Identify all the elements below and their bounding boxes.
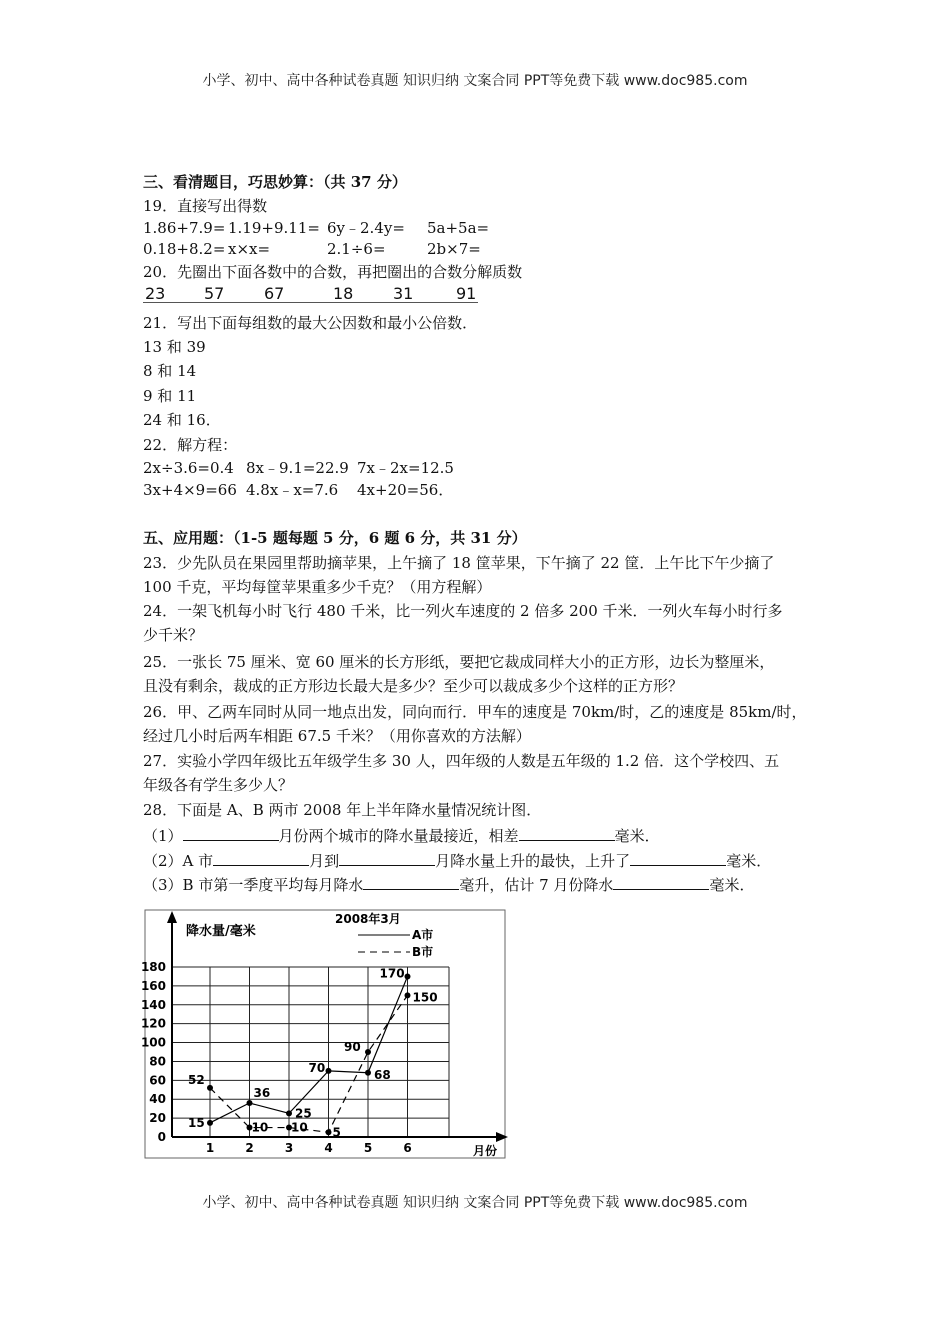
data-label: 150: [412, 990, 438, 1005]
data-point: [405, 973, 411, 979]
rainfall-line-chart: [140, 905, 510, 1160]
answer-blank[interactable]: [213, 850, 309, 866]
q22-row1: [143, 458, 454, 478]
y-tick-label: 20: [149, 1111, 166, 1126]
q20-title: 20．先圈出下面各数中的合数，再把圈出的合数分解质数: [143, 263, 523, 281]
q19-title: 19．直接写出得数: [143, 197, 268, 215]
data-label: 52: [188, 1072, 205, 1087]
x-axis-arrow: [496, 1132, 508, 1142]
data-point: [207, 1120, 213, 1126]
answer-blank[interactable]: [183, 825, 279, 841]
number-item: 57: [204, 284, 225, 303]
sub-text: 月降水量上升的最快，上升了: [435, 852, 631, 870]
chart-title: 2008年3月: [335, 912, 401, 926]
sub-text: 毫米．: [726, 852, 772, 870]
sub-label: （3）B 市第一季度平均每月降水: [143, 876, 364, 894]
sub-label: （2）A 市: [143, 852, 214, 870]
data-point: [365, 1070, 371, 1076]
y-tick-label: 140: [140, 997, 166, 1012]
number-item: 18: [333, 284, 354, 303]
sub-text: 月份两个城市的降水量最接近，相差: [278, 827, 519, 845]
expr: 2.1÷6=: [327, 240, 386, 258]
x-tick-label: 4: [324, 1141, 333, 1155]
expr: 6y﹣2.4y=: [327, 219, 405, 237]
legend-label-a: A市: [412, 928, 434, 942]
q21-pair: 24 和 16．: [143, 411, 221, 429]
expr: 5a+5a=: [427, 219, 490, 237]
series-line-a: [210, 976, 408, 1122]
expr: 1.19+9.11=: [228, 219, 320, 237]
q21-pair: 8 和 14: [143, 362, 197, 380]
expr: 1.86+7.9=: [143, 219, 226, 237]
data-label: 5: [332, 1125, 341, 1140]
q22-row2: [143, 480, 453, 500]
y-tick-label: 180: [140, 960, 166, 974]
sub-text: 月到: [309, 852, 340, 870]
y-tick-label: 60: [149, 1073, 166, 1088]
q28-title: 28．下面是 A、B 两市 2008 年上半年降水量情况统计图．: [143, 801, 542, 819]
sub-text: 毫米．: [709, 876, 755, 894]
y-tick-label: 40: [149, 1092, 166, 1107]
x-tick-label: 6: [403, 1141, 412, 1155]
answer-blank[interactable]: [630, 850, 726, 866]
answer-blank[interactable]: [519, 825, 615, 841]
data-label: 170: [379, 966, 405, 981]
q21-title: 21．写出下面每组数的最大公因数和最小公倍数．: [143, 314, 478, 332]
number-baseline: [143, 302, 478, 303]
q23-line2: 100 千克，平均每筐苹果重多少千克？（用方程解）: [143, 578, 492, 596]
data-label: 90: [344, 1040, 361, 1054]
answer-blank[interactable]: [363, 874, 459, 890]
y-tick-label: 0: [157, 1130, 166, 1144]
section3-title: 三、看清题目，巧思妙算：（共 37 分）: [143, 173, 407, 191]
equation: 3x+4×9=66: [143, 481, 237, 499]
equation: 4x+20=56．: [357, 481, 454, 499]
sub-text: 毫米．: [614, 827, 660, 845]
q27-line2: 年级各有学生多少人？: [143, 776, 294, 794]
q28-sub3: [143, 874, 754, 895]
expr: 2b×7=: [427, 240, 481, 258]
number-item: 23: [145, 284, 166, 303]
data-label: 68: [374, 1067, 391, 1082]
q28-sub2: [143, 850, 771, 871]
section5-title: 五、应用题：（1-5 题每题 5 分，6 题 6 分，共 31 分）: [143, 529, 527, 547]
q28-sub1: [143, 825, 660, 846]
q26-line1: 26．甲、乙两车同时从同一地点出发，同向而行．甲车的速度是 70km/时，乙的速度是 85km/时，: [143, 703, 807, 721]
sub-label: （1）: [143, 827, 183, 845]
q27-line1: 27．实验小学四年级比五年级学生多 30 人，四年级的人数是五年级的 1.2 倍．这个学校四、五: [143, 752, 780, 770]
q20-numbers: [143, 284, 478, 304]
x-tick-label: 5: [363, 1141, 373, 1155]
q19-row1: [143, 218, 489, 238]
answer-blank[interactable]: [613, 874, 709, 890]
y-tick-label: 80: [149, 1054, 166, 1069]
y-tick-label: 100: [140, 1035, 166, 1050]
data-label: 15: [188, 1115, 205, 1130]
y-axis-label: 降水量/毫米: [186, 924, 256, 939]
legend-label-b: B市: [412, 945, 434, 959]
x-tick-label: 1: [205, 1141, 215, 1155]
equation: 2x÷3.6=0.4: [143, 459, 234, 477]
q23-line1: 23．少先队员在果园里帮助摘苹果，上午摘了 18 筐苹果，下午摘了 22 筐．上午比下午少摘了: [143, 554, 775, 572]
data-point: [326, 1068, 332, 1074]
data-point: [247, 1100, 253, 1106]
equation: 8x﹣9.1=22.9: [246, 459, 349, 477]
data-label: 70: [308, 1060, 326, 1075]
q24-line2: 少千米？: [143, 626, 204, 644]
sub-text: 毫升，估计 7 月份降水: [459, 876, 614, 894]
equation: 4.8x﹣x=7.6: [246, 481, 339, 499]
y-axis-arrow: [167, 911, 177, 923]
data-label: 36: [253, 1086, 271, 1100]
data-point: [365, 1049, 371, 1055]
x-tick-label: 3: [284, 1141, 294, 1155]
y-tick-label: 120: [140, 1016, 166, 1031]
y-tick-label: 160: [140, 978, 166, 993]
chart-labels: [188, 966, 438, 1139]
q25-line1: 25．一张长 75 厘米、宽 60 厘米的长方形纸，要把它裁成同样大小的正方形，边长为整厘米，: [143, 653, 775, 671]
answer-blank[interactable]: [339, 850, 435, 866]
data-label: 10: [251, 1120, 269, 1135]
number-item: 31: [393, 284, 414, 303]
q24-line1: 24．一架飞机每小时飞行 480 千米，比一列火车速度的 2 倍多 200 千米．一列火车每小时行多: [143, 602, 783, 620]
q21-pair: 9 和 11: [143, 387, 197, 405]
data-point: [207, 1085, 213, 1091]
data-point: [286, 1110, 292, 1116]
q25-line2: 且没有剩余，裁成的正方形边长最大是多少？至少可以裁成多少个这样的正方形？: [143, 677, 684, 695]
data-label: 10: [291, 1120, 308, 1135]
expr: 0.18+8.2=: [143, 240, 226, 258]
data-point: [405, 992, 411, 998]
number-item: 67: [264, 284, 285, 303]
q26-line2: 经过几小时后两车相距 67.5 千米？（用你喜欢的方法解）: [143, 727, 531, 745]
q22-title: 22．解方程：: [143, 436, 238, 454]
q19-row2: [143, 239, 481, 259]
number-item: 91: [456, 284, 477, 303]
data-point: [326, 1129, 332, 1135]
data-label: 25: [295, 1106, 312, 1121]
equation: 7x﹣2x=12.5: [357, 459, 454, 477]
page-header: 小学、初中、高中各种试卷真题 知识归纳 文案合同 PPT等免费下载 www.doc985.com: [202, 73, 748, 89]
x-tick-label: 2: [245, 1141, 254, 1155]
expr: x×x=: [228, 240, 271, 258]
page-footer: 小学、初中、高中各种试卷真题 知识归纳 文案合同 PPT等免费下载 www.doc985.com: [202, 1195, 748, 1211]
q21-pair: 13 和 39: [143, 338, 206, 356]
x-axis-label: 月份: [473, 1144, 498, 1158]
